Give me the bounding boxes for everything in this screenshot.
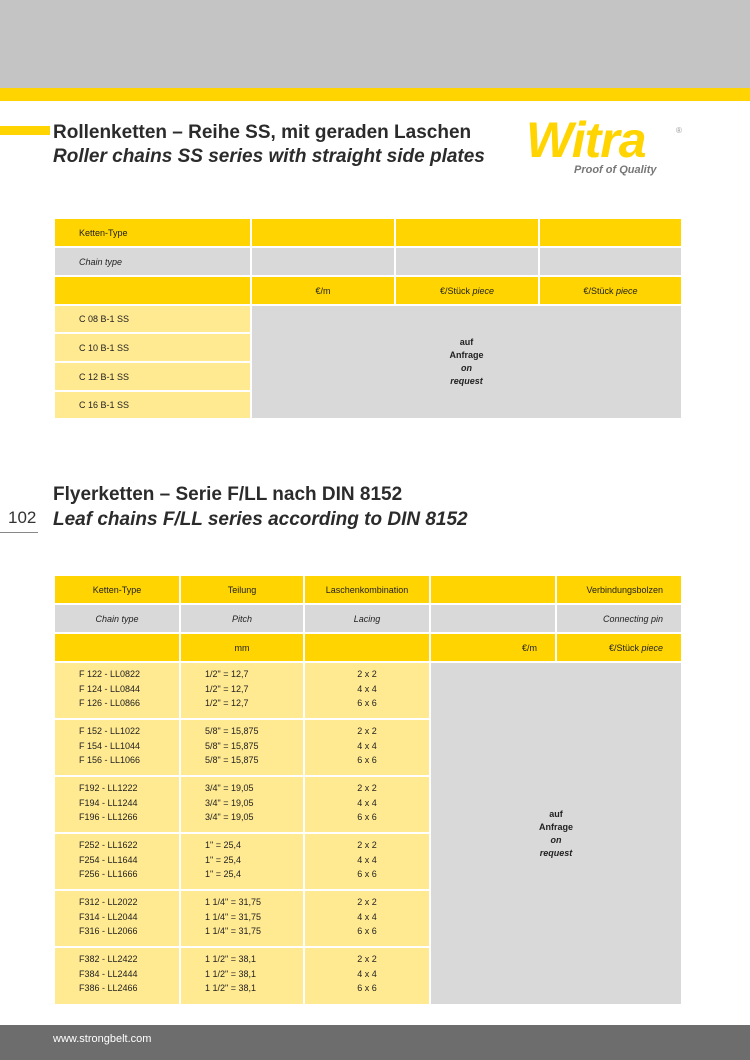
type-group [54, 776, 180, 833]
pitch-group [180, 833, 304, 890]
lacing-text: 6 x 6 [357, 926, 377, 936]
pitch-text: 5/8" = 15,875 [205, 755, 259, 765]
logo-wordmark: Witra [526, 112, 646, 168]
section2-title-de: Flyerketten – Serie F/LL nach DIN 8152 [53, 484, 403, 505]
pitch-text: 1/2" = 12,7 [205, 698, 249, 708]
type-group [54, 662, 180, 719]
page-number-rule [0, 532, 38, 533]
lacing-text: 2 x 2 [357, 783, 377, 793]
lacing-text: 4 x 4 [357, 797, 377, 808]
lacing-text: 4 x 4 [357, 740, 377, 751]
chain-type-text: F382 - LL2422 [79, 954, 138, 964]
price-per-meter-header: €/m [251, 276, 395, 305]
lacing-text: 4 x 4 [357, 968, 377, 979]
witra-logo [526, 112, 686, 182]
price-per-piece-header [395, 276, 539, 305]
pitch-text: 1 1/4" = 31,75 [205, 897, 261, 907]
on-request-cell [430, 662, 682, 1005]
unit-mm: mm [180, 633, 304, 662]
request-en-line2: request [539, 847, 573, 858]
header-chain-type-en: Chain type [54, 247, 251, 276]
lacing-text: 2 x 2 [357, 840, 377, 850]
chain-type-text: F192 - LL1222 [79, 783, 138, 793]
header-pitch-de: Teilung [180, 575, 304, 604]
chain-type-cell: C 08 B-1 SS [54, 305, 251, 333]
header-type-de: Ketten-Type [54, 575, 180, 604]
chain-type-text: F 154 - LL1044 [79, 740, 141, 751]
lacing-group [304, 719, 430, 776]
page-number: 102 [8, 508, 37, 527]
chain-type-text: F196 - LL1266 [79, 812, 138, 822]
request-de-line2: Anfrage [538, 821, 573, 832]
lacing-text: 2 x 2 [357, 669, 377, 679]
chain-type-text: F384 - LL2444 [79, 968, 138, 979]
header-pin-en: Connecting pin [556, 604, 682, 633]
lacing-text: 4 x 4 [357, 683, 377, 694]
chain-type-text: F252 - LL1622 [79, 840, 138, 850]
pitch-text: 5/8" = 15,875 [205, 740, 259, 751]
lacing-text: 6 x 6 [357, 755, 377, 765]
logo-registered-mark: ® [676, 126, 682, 135]
lacing-group [304, 890, 430, 947]
pitch-group [180, 719, 304, 776]
lacing-group [304, 776, 430, 833]
pitch-group [180, 947, 304, 1005]
header-type-en: Chain type [54, 604, 180, 633]
pitch-text: 1/2" = 12,7 [205, 669, 249, 679]
request-de-line2: Anfrage [449, 350, 484, 360]
website-link[interactable]: www.strongbelt.com [53, 1033, 152, 1045]
section1-title-de: Rollenketten – Reihe SS, mit geraden Laschen [53, 122, 472, 143]
type-group [54, 833, 180, 890]
lacing-text: 2 x 2 [357, 954, 377, 964]
type-group [54, 890, 180, 947]
lacing-group [304, 662, 430, 719]
price-per-piece-header-2 [539, 276, 682, 305]
pitch-text: 1 1/4" = 31,75 [205, 911, 261, 922]
lacing-text: 6 x 6 [357, 869, 377, 879]
pitch-text: 1" = 25,4 [205, 840, 241, 850]
pitch-group [180, 890, 304, 947]
lacing-text: 4 x 4 [357, 911, 377, 922]
header-chain-type-de: Ketten-Type [54, 218, 251, 247]
price-per-meter-header: €/m [430, 633, 556, 662]
chain-type-text: F316 - LL2066 [79, 926, 138, 936]
pitch-text: 1 1/2" = 38,1 [205, 954, 256, 964]
pitch-text: 1" = 25,4 [205, 869, 241, 879]
pitch-text: 1" = 25,4 [205, 854, 241, 865]
price-piece-en: piece [472, 285, 495, 296]
chain-type-cell: C 16 B-1 SS [54, 391, 251, 419]
pitch-group [180, 776, 304, 833]
roller-chain-table [53, 217, 683, 420]
section1-title-en: Roller chains SS series with straight side plates [53, 146, 485, 167]
lacing-text: 4 x 4 [357, 854, 377, 865]
section2-title-en: Leaf chains F/LL series according to DIN 8152 [53, 509, 468, 530]
lacing-text: 6 x 6 [357, 698, 377, 708]
chain-type-text: F 124 - LL0844 [79, 683, 141, 694]
top-gray-bar [0, 0, 750, 88]
header-lacing-de: Laschenkombination [304, 575, 430, 604]
chain-type-text: F386 - LL2466 [79, 983, 138, 993]
section-marker [0, 126, 50, 135]
chain-type-text: F 152 - LL1022 [79, 726, 141, 736]
header-lacing-en: Lacing [304, 604, 430, 633]
request-en-line1: on [461, 363, 472, 373]
pitch-text: 1 1/2" = 38,1 [205, 968, 256, 979]
pitch-text: 1 1/4" = 31,75 [205, 926, 261, 936]
request-en-line2: request [450, 376, 483, 386]
price-piece-de: €/Stück [608, 642, 639, 653]
lacing-text: 2 x 2 [357, 726, 377, 736]
chain-type-text: F312 - LL2022 [79, 897, 138, 907]
price-piece-de: €/Stück [439, 285, 470, 296]
footer-bar [0, 1025, 750, 1060]
logo-tagline: Proof of Quality [574, 164, 657, 176]
request-de-line1: auf [549, 808, 563, 819]
request-de-line1: auf [459, 337, 474, 347]
chain-type-text: F254 - LL1644 [79, 854, 138, 865]
lacing-text: 6 x 6 [357, 983, 377, 993]
leaf-chain-table [53, 574, 683, 1006]
lacing-text: 6 x 6 [357, 812, 377, 822]
pitch-text: 3/4" = 19,05 [205, 797, 254, 808]
header-pin-de: Verbindungsbolzen [556, 575, 682, 604]
chain-type-text: F194 - LL1244 [79, 797, 138, 808]
lacing-text: 2 x 2 [357, 897, 377, 907]
chain-type-text: F 156 - LL1066 [79, 755, 141, 765]
price-piece-en: piece [616, 285, 638, 296]
chain-type-text: F 126 - LL0866 [79, 698, 141, 708]
lacing-group [304, 833, 430, 890]
chain-type-cell: C 12 B-1 SS [54, 362, 251, 391]
header-pitch-en: Pitch [180, 604, 304, 633]
pitch-text: 1 1/2" = 38,1 [205, 983, 256, 993]
chain-type-text: F256 - LL1666 [79, 869, 138, 879]
pitch-text: 5/8" = 15,875 [205, 726, 259, 736]
price-piece-de: €/Stück [583, 285, 614, 296]
type-group [54, 947, 180, 1005]
type-group [54, 719, 180, 776]
on-request-cell [251, 305, 682, 419]
chain-type-cell: C 10 B-1 SS [54, 333, 251, 362]
pitch-text: 1/2" = 12,7 [205, 683, 249, 694]
request-en-line1: on [550, 834, 562, 845]
pitch-text: 3/4" = 19,05 [205, 783, 254, 793]
chain-type-text: F 122 - LL0822 [79, 669, 141, 679]
chain-type-text: F314 - LL2044 [79, 911, 138, 922]
price-per-piece-header [556, 633, 682, 662]
price-piece-en: piece [641, 642, 663, 653]
pitch-group [180, 662, 304, 719]
top-yellow-stripe [0, 88, 750, 101]
lacing-group [304, 947, 430, 1005]
pitch-text: 3/4" = 19,05 [205, 812, 254, 822]
